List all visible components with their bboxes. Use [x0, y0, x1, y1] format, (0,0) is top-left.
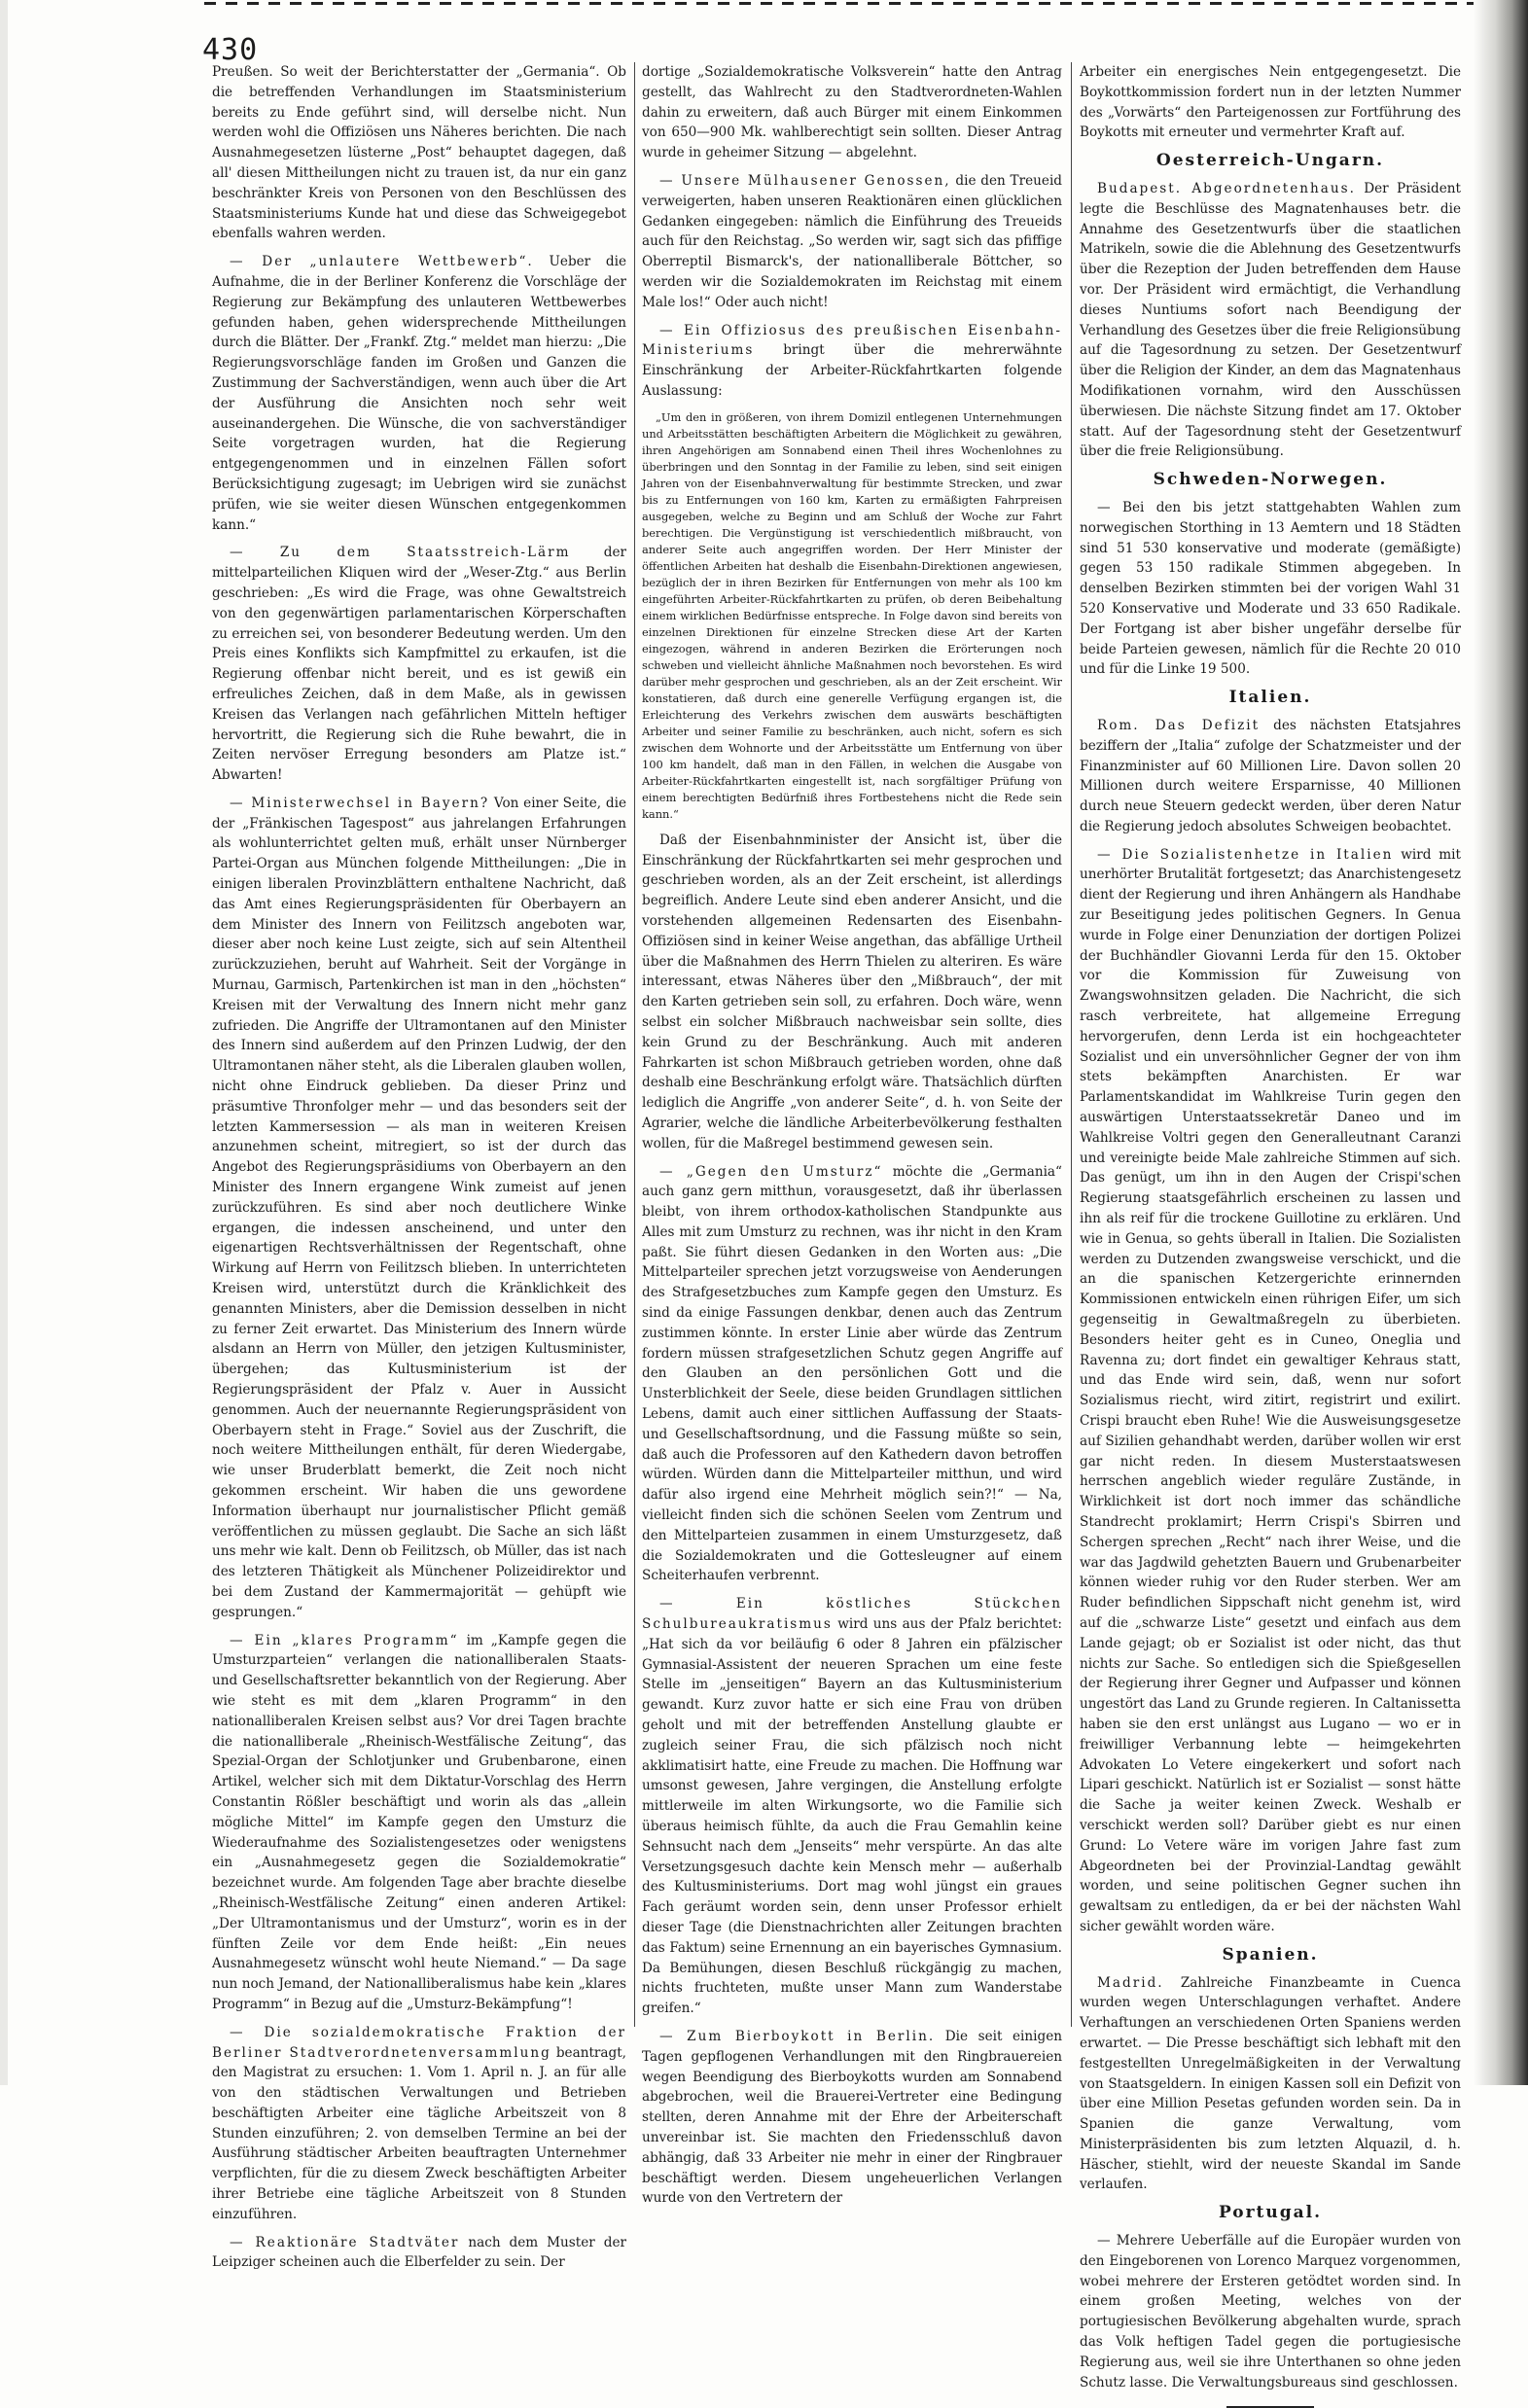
article-paragraph [212, 2023, 626, 2225]
article-paragraph [1080, 498, 1461, 680]
article-text: Zahlreiche Finanzbeamte in Cuenca wurden wegen Unterschlagungen verhaftet. Andere Verhaftungen an verschiedenen Orten Spaniens werden erwartet. — Die Presse beschäftigt sich lebhaft mit den festgestellten Unregelmäßigkeiten in der Verwaltung von Staatsgeldern. In einigen Kassen soll ein Defizit von über eine Million Pesetas gefunden worden sein. Da in Spanien die ganze Verwaltung, vom Ministerpräsidenten bis zum letzten Alquazil, d. h. Häscher, stiehlt, wird der neueste Skandal im Sande verlaufen. [1080, 1974, 1461, 2193]
article-lead: — Reaktionäre Stadtväter [230, 2234, 460, 2250]
section-heading: Spanien. [1222, 1944, 1319, 1965]
article-lead: — Ein köstliches Stückchen Schulbureaukratismus [642, 1596, 1062, 1633]
article-text: wird uns aus der Pfalz berichtet: „Hat sich da vor beiläufig 6 oder 8 Jahren ein pfälzischer Gymnasial-Assistent der neueren Sprachen um eine feste Stelle im „jenseitigen“ Bayern an das Kultusministerium gewandt. Kurz zuvor hatte er sich eine Frau von drüben geholt und mit der betreffenden Anstellung glaubte er zugleich seiner Frau, die sich pfälzisch noch nicht akklimatisirt hatte, eine Freude zu machen. Die Hoffnung war umsonst gewesen, Jahre vergingen, die Anstellung erfolgte mittlerweile im alten Wirkungsorte, wo die Familie sich überaus heimisch fühlte, da auch die Frau Gemahlin keine Sehnsucht nach dem „Jenseits“ mehr verspürte. An das alte Versetzungsgesuch dachte kein Mensch mehr — außerhalb des Kultusministeriums. Dort mag wohl jüngst ein graues Fach geräumt worden sein, denn unser Professor erhielt dieser Tage (die Dienstnachrichten aller Zeitungen brachten das Faktum) seine Ernennung an ein bayerisches Gymnasium. Da Bemühungen, diesen Beschluß rückgängig zu machen, nichts fruchteten, mußte unser Mann zum Wanderstabe greifen.“ [642, 1616, 1062, 2017]
section-heading: Italien. [1228, 688, 1312, 708]
column-divider [1071, 62, 1072, 2027]
article-lead: — Ein Offiziosus des preußischen Eisenbahn-Ministeriums [642, 322, 1062, 359]
article-text: Ueber die Aufnahme, die in der Berliner Konferenz die Vorschläge der Regierung zur Bekämpfung des unlauteren Wettbewerbes gefunden haben, gehen widersprechende Mittheilungen durch die Blätter. Der „Frankf. Ztg.“ meldet man hierzu: „Die Regierungsvorschläge fanden im Großen und Ganzen die Zustimmung der Sachverständigen, wenn auch über die Art der Ausführung die Ansichten noch sehr weit auseinandergehen. Die Wünsche, die von sachverständiger Seite vorgetragen wurden, hat die Regierung entgegengenommen und in einzelnen Fällen sofort Berücksichtigung zugesagt; im Uebrigen wird sie zunächst prüfen, wie sie weiter diesen Wünschen entgegenkommen kann.“ [212, 254, 626, 533]
article-paragraph [642, 831, 1062, 1154]
article-lead: Budapest. Abgeordnetenhaus. [1097, 180, 1356, 196]
article-text: möchte die „Germania“ auch ganz gern mitthun, vorausgesetzt, daß ihr überlassen bleibt, von ihrem orthodox-katholischen Standpunkte aus Alles mit zum Umsturz zu rechnen, was ihr nicht in den Kram paßt. Sie führt diesen Gedanken in den Worten aus: „Die Mittelparteiler sprechen jetzt vorzugsweise von Aenderungen des Strafgesetzbuches zum Kampfe gegen den Umsturz. Es sind da einige Fassungen denkbar, denen auch das Zentrum zustimmen könnte. In erster Linie aber würde das Zentrum fordern müssen strafgesetzlichen Schutz gegen Angriffe auf den Glauben an den persönlichen Gott und die Unsterblichkeit der Seele, diese beiden Grundlagen sittlichen Lebens, damit auch einer sittlichen Auffassung der Staats- und Gesellschaftsordnung, und die Fassung müßte so sein, daß auch die Professoren auf den Kathedern davon betroffen würden. Würden dann die Mittelparteiler mitthun, und wird dafür also irgend eine Mehrheit möglich sein?!“ — Na, vielleicht finden sich die schönen Seelen vom Zentrum und den Mittelparteien zusammen in einem Umsturzgesetz, daß die Sozialdemokraten und die Gottesleugner auf einem Scheiterhaufen verbrennt. [642, 1163, 1062, 1584]
top-rule [204, 2, 1498, 5]
column-2 [642, 62, 1062, 2216]
article-paragraph [1080, 179, 1461, 462]
article-paragraph [642, 409, 1062, 823]
article-text: Der Präsident legte die Beschlüsse des Magnatenhauses betr. die Annahme des Gesetzentwurfs über die staatlichen Matrikeln, sowie die die Ablehnung des Gesetzentwurfs über die Rezeption der Juden betreffenden dem Hause vor. Der Präsident wird ermächtigt, die Verhandlung dieses Nuntiums sofort nach Beendigung der Verhandlung des Gesetzes über die freie Religionsübung auf die Tagesordnung zu setzen. Der Gesetzentwurf über die Religion der Kinder, an dem das Magnatenhaus Modifikationen vornahm, wird den Ausschüssen überwiesen. Die nächste Sitzung findet am 17. Oktober statt. Auf der Tagesordnung steht der Gesetzentwurf über die freie Religionsübung. [1080, 180, 1461, 460]
article-lead: — Zum Bierboykott in Berlin. [659, 2028, 936, 2044]
article-text: Von einer Seite, die der „Fränkischen Tagespost“ aus jahrelangen Erfahrungen als wohlunterrichtet gelten muß, erhält unser Nürnberger Partei-Organ aus München folgende Mittheilungen: „Die in einigen liberalen Provinzblättern enthaltene Nachricht, daß das Amt eines Regierungspräsidenten für Oberbayern an dem Minister des Innern von Feilitzsch angeboten war, dieser aber noch keine Lust zeigte, sich auf sein Altentheil zurückzuziehen, beruht auf Wahrheit. Seit der Vorgänge in Murnau, Garmisch, Partenkirchen ist man in den „höchsten“ Kreisen mit der Verwaltung des Innern nicht mehr ganz zufrieden. Die Angriffe der Ultramontanen auf den Minister des Innern sind außerdem auf den Prinzen Ludwig, der den Ultramontanen näher steht, als die Liberalen glauben wollen, nicht ohne Eindruck geblieben. Da dieser Prinz und präsumtive Thronfolger mehr — und das besonders seit der letzten Kammersession — als man in weiteren Kreisen anzunehmen scheint, mitregiert, so ist der durch das Angebot des Regierungspräsidiums von Oberbayern an den Minister des Innern ergangene Wink zumeist auf jenen zurückzuführen. Es sind aber noch deutlichere Winke ergangen, die indessen anscheinend, und unter den eigenartigen Rechtsverhältnissen der Regentschaft, ohne Wirkung auf Herrn von Feilitzsch blieben. In unterrichteten Kreisen wird, unterstützt durch die Kränklichkeit des genannten Ministers, aber die Demission desselben in nicht zu ferner Zeit erwartet. Das Ministerium des Innern würde alsdann an Herrn von Müller, den jetzigen Kultusminister, übergehen; das Kultusministerium ist der Regierungspräsident der Pfalz v. Auer in Aussicht genommen. Auch der neuernannte Regierungspräsident von Oberbayern steht in Frage.“ Soviel aus der Zuschrift, die noch weitere Mittheilungen enthält, für deren Wiedergabe, wie unser Bruderblatt bemerkt, die Zeit noch nicht gekommen erscheint. Wir haben die uns gewordene Information überhaupt nur journalistischer Pflicht gemäß veröffentlichen zu müssen geglaubt. Die Sache an sich läßt uns mehr wie kalt. Denn ob Feilitzsch, ob Müller, das ist nach des letzteren Thätigkeit als Münchener Polizeidirektor und bei dem Zustand der Kammermajorität — gehüpft wie gesprungen.“ [212, 795, 626, 1620]
article-lead: — Unsere Mülhausener Genossen, [659, 172, 951, 189]
article-paragraph [642, 171, 1062, 313]
article-paragraph [212, 62, 626, 244]
article-lead: — Die sozialdemokratische Fraktion der Berliner Stadtverordnetenversammlung [212, 2024, 626, 2061]
article-text: der mittelparteilichen Kliquen wird der „Weser-Ztg.“ aus Berlin geschrieben: „Es wird die Frage, was ohne Gewaltstreich von den gegenwärtigen parlamentarischen Körperschaften zu erreichen sei, von besonderer Bedeutung werden. Um den Preis eines Konflikts sich Kampfmittel zu erkaufen, ist die Regierung offenbar nicht bereit, und es ist gewiß ein erfreuliches Zeichen, daß in dem Maße, als in gewissen Kreisen das Verlangen nach gefährlichen Mitteln heftiger hervortritt, die Regierung sich die Ruhe bewahrt, die in Zeiten nervöser Erregung besonders am Platze ist.“ Abwarten! [212, 545, 626, 784]
article-paragraph [212, 794, 626, 1623]
article-paragraph [642, 62, 1062, 163]
article-paragraph [1080, 716, 1461, 837]
page-number: 430 [202, 33, 259, 67]
article-paragraph [642, 321, 1062, 402]
article-text: Arbeiter ein energisches Nein entgegengesetzt. Die Boykottkommission fordert nun in der letzten Nummer des „Vorwärts“ den Parteigenossen zur Fortführung des Boykotts mit erneuter und vermehrter Kraft auf. [1080, 64, 1461, 141]
article-lead: — Der „unlautere Wettbewerb“. [230, 254, 534, 270]
section-heading: Portugal. [1218, 2203, 1323, 2223]
article-text: nach dem Muster der Leipziger scheinen auch die Elberfelder zu sein. Der [212, 2234, 626, 2271]
article-lead: — Die Sozialistenhetze in Italien [1097, 846, 1394, 863]
article-paragraph [642, 1162, 1062, 1587]
article-text: beantragt, den Magistrat zu ersuchen: 1. Vom 1. April n. J. an für alle von den städtischen Verwaltungen und Betrieben beschäftigten Arbeiter eine tägliche Arbeitszeit von 8 Stunden einzuführen; 2. von demselben Termine an bei der Ausführung städtischer Arbeiten beauftragten Unternehmer verpflichten, für die zu diesem Zweck beschäftigten Arbeiter ihrer Betriebe eine tägliche Arbeitszeit von 8 Stunden einzuführen. [212, 2044, 627, 2222]
section-heading: Schweden-Norwegen. [1153, 470, 1388, 490]
article-paragraph [642, 2027, 1062, 2209]
article-text: des nächsten Etatsjahres beziffern der „Italia“ zufolge der Schatzmeister und der Finanzminister auf 60 Millionen Lire. Davon sollen 20 Millionen durch weitere Ersparnisse, 40 Millionen durch neue Steuern gedeckt werden, über deren Natur die Regierung jedoch absolutes Schweigen beobachtet. [1080, 717, 1462, 834]
article-text: Die seit einigen Tagen gepflogenen Verhandlungen mit den Ringbrauereien wegen Beendigung des Bierboykotts wurden am Sonnabend abgebrochen, weil die Brauerei-Vertreter eine Bedingung stellten, deren Annahme mit der Ehre der Arbeiterschaft unvereinbar ist. Sie machten den Friedensschluß davon abhängig, daß 33 Arbeiter nie mehr in einer der Ringbrauer beschäftigt werden. Diesem ungeheuerlichen Verlangen wurde von den Vertretern der [642, 2028, 1063, 2207]
article-text: wird mit unerhörter Brutalität fortgesetzt; das Anarchistengesetz dient der Regierung und ihren Anhängern als Handhabe zur Beseitigung jedes politischen Gegners. In Genua wurde in Folge einer Denunziation der dortigen Polizei der Buchhändler Giovanni Lerda für den 15. Oktober vor die Kommission für Zuweisung von Zwangswohnsitzen geladen. Die Nachricht, die sich rasch verbreitete, hat allgemeine Erregung hervorgerufen, denn Lerda ist ein hochgeachteter Sozialist und ein unversöhnlicher Gegner der von ihm stets bekämpften Anarchisten. Er war Parlamentskandidat im Wahlkreise Turin gegen den auswärtigen Unterstaatssekretär Daneo und im Wahlkreise Voltri gegen den Generalleutnant Caranzi und vereinigte beide Male zahlreiche Stimmen auf sich. Das genügt, um ihn in den Augen der Crispi'schen Regierung staatsgefährlich erscheinen zu lassen und ihn als reif für die trockene Guillotine zu erklären. Und wie in Genua, so gehts überall in Italien. Die Sozialisten werden zu Dutzenden zwangsweise verschickt, und die an die spanischen Ketzergerichte erinnernden Kommissionen entwickeln einen rührigen Eifer, um sich gegenseitig in Gewaltmaßregeln zu überbieten. Besonders heiter geht es in Cuneo, Oneglia und Ravenna zu; dort findet ein gewaltiger Kehraus statt, und das Ende wird sein, daß, wenn nur sofort Sozialismus riecht, wird zitirt, registrirt und exilirt. Crispi braucht eben Ruhe! Wie die Ausweisungsgesetze auf Sizilien gehandhabt werden, darüber wollen wir erst gar nicht reden. In diesem Musterstaatswesen herrschen angeblich wieder reguläre Zustände, in Wirklichkeit ist dort noch immer das schändliche Standrecht proklamirt; Herrn Crispi's Sbirren und Schergen sprechen „Recht“ nach ihrer Weise, und die war das Jagdwild gehetzten Bauern und Grubenarbeiter können wieder ruhig vor den Ruder sterben. Wer am Ruder befindlichen Sippschaft nicht genehm ist, wird auf die „schwarze Liste“ gesetzt und einfach aus dem Lande gejagt; ob er Sozialist ist oder nicht, das thut nichts zur Sache. So entledigen sich die Spießgesellen der Regierung ihrer Gegner und Aufpasser und können ungestört das Land zu Grunde regieren. In Caltanissetta haben sie den erst unlängst aus Lugano — wo er in freiwilliger Verbannung lebte — heimgekehrten Advokaten Lo Vetere eingekerkert und sofort nach Lipari geschickt. Natürlich ist er Sozialist — sonst hätte die Sache ja weiter keinen Zweck. Weshalb er verschickt werden soll? Darüber giebt es nur einen Grund: Lo Vetere wäre im vorigen Jahre fast zum Abgeordneten bei der Provinzial-Landtag gewählt worden, und seine politischen Gegner suchen ihn gewaltsam zu entledigen, da er bei der nächsten Wahl sicher gewählt worden wäre. [1080, 846, 1461, 1934]
article-lead: — Ein „klares Programm“ [230, 1632, 459, 1648]
column-divider [634, 62, 635, 2027]
article-paragraph [1080, 62, 1461, 143]
article-paragraph [1080, 845, 1461, 1937]
article-text: bringt über die mehrerwähnte Einschränkung der Arbeiter-Rückfahrtkarten folgende Auslassung: [642, 342, 1062, 399]
column-1 [212, 62, 626, 2281]
article-lead: Madrid. [1097, 1974, 1164, 1991]
article-text: die den Treueid verweigerten, haben unseren Reaktionären einen glücklichen Gedanken eingegeben: nämlich die Einführung des Treueids auch für den Reichstag. „So werden wir, sagt sich das pfiffige Oberreptil Bismarck's, der nationalliberale Böttcher, so werden wir die Sozialdemokraten im Reichstag mit einem Male los!“ Oder auch nicht! [642, 172, 1063, 310]
article-lead: — Zu dem Staatsstreich-Lärm [230, 545, 571, 561]
article-lead: — „Gegen den Umsturz“ [659, 1163, 883, 1180]
column-3 [1080, 62, 1461, 2408]
article-paragraph [1080, 2231, 1461, 2392]
article-text: — Bei den bis jetzt stattgehabten Wahlen zum norwegischen Storthing in 13 Aemtern und 18 Städten sind 51 530 konservative und moderate (gemäßigte) gegen 53 150 radikale Stimmen abgegeben. In denselben Bezirken stimmten bei der vorigen Wahl 31 520 Konservative und Moderate und 33 650 Radikale. Der Fortgang ist aber bisher ungefähr derselbe für beide Parteien gewesen, nämlich für die Rechte 20 010 und für die Linke 19 500. [1080, 499, 1461, 678]
article-lead: — Ministerwechsel in Bayern? [230, 795, 490, 811]
article-paragraph [212, 1631, 626, 2015]
article-text: im „Kampfe gegen die Umsturzparteien“ verlangen die nationalliberalen Staats- und Gesellschaftsretter bekanntlich von der Regierung. Aber wie steht es mit dem „klaren Programm“ in den nationalliberalen Kreisen selbst aus? Vor drei Tagen brachte die nationalliberale „Rheinisch-Westfälische Zeitung“, das Spezial-Organ der Schlotjunker und Grubenbarone, einen Artikel, welcher sich mit dem Diktatur-Vorschlag des Herrn Constantin Rößler beschäftigt und worin als das „allein mögliche Mittel“ im Kampfe gegen den Umsturz die Wiederaufnahme des Sozialistengesetzes oder wenigstens ein „Ausnahmegesetz gegen die Sozialdemokratie“ bezeichnet wurde. Am folgenden Tage aber brachte dieselbe „Rheinisch-Westfälische Zeitung“ einen anderen Artikel: „Der Ultramontanismus und der Umsturz“, worin es in der fünften Zeile vor dem Ende heißt: „Ein neues Ausnahmegesetz wünscht wohl heute Niemand.“ — Da sage nun noch Jemand, der Nationalliberalismus habe kein „klares Programm“ in Bezug auf die „Umsturz-Bekämpfung“! [212, 1632, 627, 2012]
article-paragraph [212, 252, 626, 535]
article-text: dortige „Sozialdemokratische Volksverein“ hatte den Antrag gestellt, das Wahlrecht zu den Stadtverordneten-Wahlen dahin zu erweitern, daß auch Bürger mit einem Einkommen von 650—900 Mk. wahlberechtigt sein sollten. Dieser Antrag wurde in geheimer Sitzung — abgelehnt. [642, 64, 1062, 161]
book-binding-shadow [1474, 0, 1528, 2085]
article-paragraph [642, 1594, 1062, 2019]
article-text: Daß der Eisenbahnminister der Ansicht ist, über die Einschränkung der Rückfahrtkarten sei mehr gesprochen und geschrieben worden, als an der Zeit erscheint, ist allerdings begreiflich. Andere Leute sind eben anderer Ansicht, und die vorstehenden allgemeinen Redensarten des Eisenbahn-Offiziösen sind in keiner Weise angethan, das abfällige Urtheil über die Maßnahmen des Herrn Thielen zu alteriren. Es wäre interessant, etwas Näheres über den „Mißbrauch“, der mit den Karten getrieben sein soll, zu erfahren. Doch wäre, wenn selbst ein solcher Mißbrauch nachweisbar sein sollte, dies kein Grund zu der Beschränkung. Auch mit anderen Fahrkarten ist schon Mißbrauch getrieben worden, ohne daß deshalb eine Beschränkung erfolgt wäre. Thatsächlich dürften lediglich die Angriffe „von anderer Seite“, d. h. von Seite der Agrarier, welche die ländliche Arbeiterbevölkerung festhalten wollen, für die Maßregel bestimmend gewesen sein. [642, 832, 1062, 1151]
article-text: Preußen. So weit der Berichterstatter der „Germania“. Ob die betreffenden Verhandlungen im Staatsministerium bereits zu Ende geführt sind, will derselbe nicht. Nun werden wohl die Offiziösen uns Näheres berichten. Die nach Ausnahmegesetzen lüsterne „Post“ behauptet dagegen, daß all' diesen Mittheilungen nicht zu trauen ist, da nur ein ganz beschränkter Kreis von Personen von den Beschlüssen des Staatsministeriums Kunde hat und diese das Schweigegebot ebenfalls wahren werden. [212, 64, 626, 242]
section-heading: Oesterreich-Ungarn. [1155, 151, 1385, 171]
article-paragraph [212, 543, 626, 786]
article-paragraph [212, 2233, 626, 2274]
article-text: „Um den in größeren, von ihrem Domizil entlegenen Unternehmungen und Arbeitsstätten beschäftigten Arbeitern die Möglichkeit zu gewähren, ihren Angehörigen am Sonnabend einen Theil ihres Wochenlohnes zu überbringen und den Sonntag in der Familie zu leben, sind seit einigen Jahren von der Eisenbahnverwaltung für bestimmte Strecken, und zwar bis zu Entfernungen von 160 km, Karten zu ermäßigten Fahrpreisen ausgegeben, welche zu Beginn und am Schluß der Woche zur Fahrt berechtigen. Die Vergünstigung ist verschiedentlich mißbraucht, von anderer Seite auch angegriffen worden. Der Herr Minister der öffentlichen Arbeiten hat deshalb die Eisenbahn-Direktionen angewiesen, bezüglich der in ihren Bezirken für Entfernungen von mehr als 100 km eingeführten Arbeiter-Rückfahrtkarten zu prüfen, ob deren Beibehaltung einem wirklichen Bedürfnisse entspreche. In Folge davon sind bereits von einzelnen Direktionen für einzelne Strecken diese Art der Karten eingezogen, während in anderen Bezirken die Erörterungen noch schweben und vielleicht ähnliche Maßnahmen noch bevorstehen. Es wird darüber mehr gesprochen und geschrieben, als an der Zeit erscheint. Wir konstatieren, daß durch eine generelle Verfügung ergangen ist, die Erleichterung des Verkehrs zwischen dem auswärts beschäftigten Arbeiter und seiner Familie zu beschränken, auch nicht, sofern es sich zwischen dem Wohnorte und der Arbeitsstätte um Entfernung von über 100 km handelt, daß man in den Fällen, in welchen die Ausgabe von Arbeiter-Rückfahrtkarten eingestellt ist, nach sorgfältiger Prüfung von einem berechtigten Bedürfniß ihres Fortbestehens nicht die Rede sein kann.“ [642, 409, 1062, 821]
article-lead: Rom. Das Defizit [1097, 717, 1261, 733]
page-edge [0, 0, 8, 2085]
article-paragraph [1080, 1973, 1461, 2196]
article-text: — Mehrere Ueberfälle auf die Europäer wurden von den Eingeborenen von Lorenco Marquez vorgenommen, wobei mehrere der Ersteren getödtet worden sind. In einem großen Meeting, welches von der portugiesischen Bevölkerung abgehalten wurde, sprach das Volk heftigen Tadel gegen die portugiesische Regierung aus, weil sie ihre Unterthanen so ohne jeden Schutz lasse. Die Verwaltungsbureaus sind geschlossen. [1080, 2233, 1461, 2390]
